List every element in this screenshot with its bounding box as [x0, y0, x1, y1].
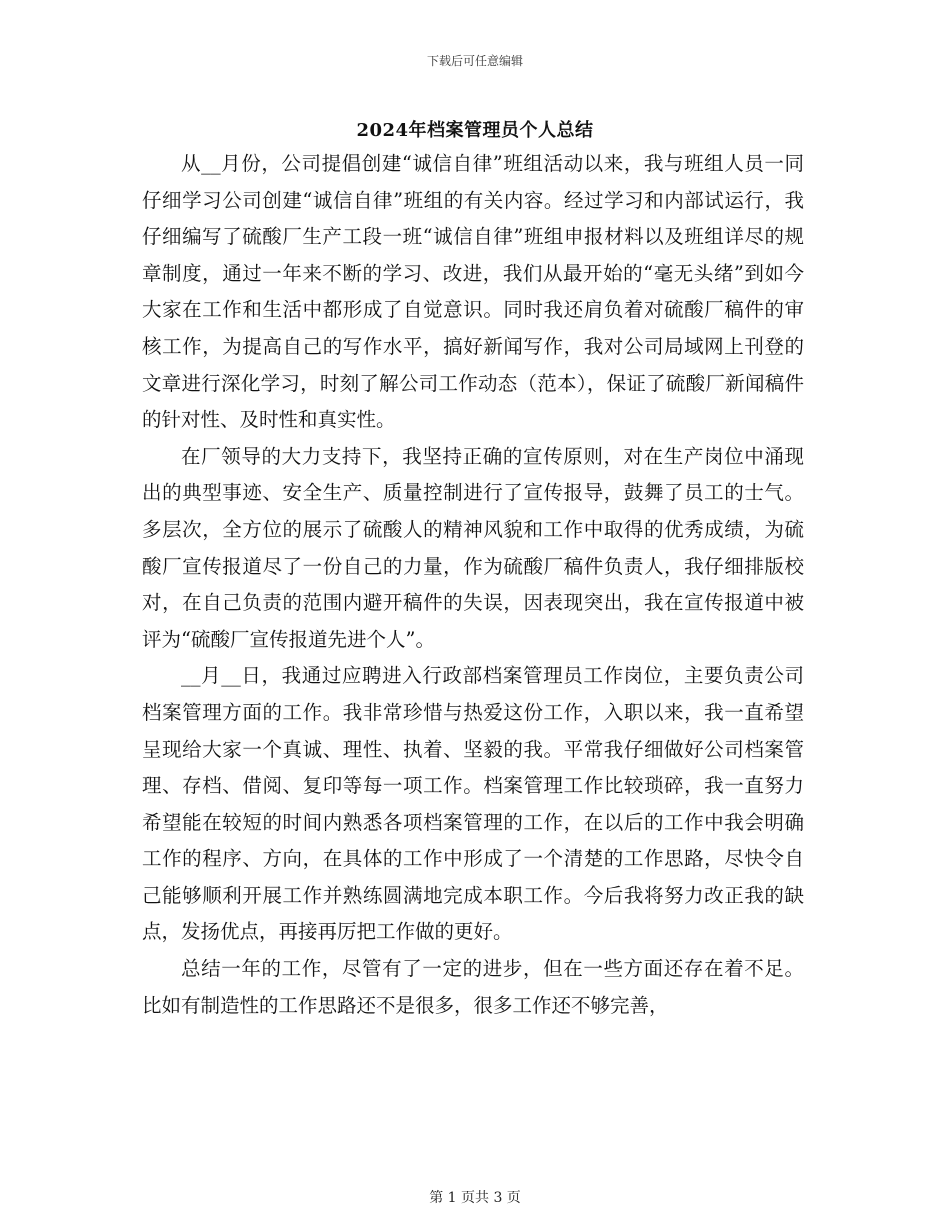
document-body	[142, 146, 804, 1024]
paragraph-3: __月__日，我通过应聘进入行政部档案管理员工作岗位，主要负责公司档案管理方面的工作。我非常珍惜与热爱这份工作，入职以来，我一直希望呈现给大家一个真诚、理性、执着、坚毅的我。平常我仔细做好公司档案管理、存档、借阅、复印等每一项工作。档案管理工作比较琐碎，我一直努力希望能在较短的时间内熟悉各项档案管理的工作，在以后的工作中我会明确工作的程序、方向，在具体的工作中形成了一个清楚的工作思路，尽快令自己能够顺利开展工作并熟练圆满地完成本职工作。今后我将努力改正我的缺点，发扬优点，再接再厉把工作做的更好。	[142, 664, 804, 944]
page-number: 第 1 页共 3 页	[429, 1190, 521, 1206]
paragraph-1: 从__月份，公司提倡创建“诚信自律”班组活动以来，我与班组人员一同仔细学习公司创建“诚信自律”班组的有关内容。经过学习和内部试运行，我仔细编写了硫酸厂生产工段一班“诚信自律”班组申报材料以及班组详尽的规章制度，通过一年来不断的学习、改进，我们从最开始的“毫无头绪”到如今大家在工作和生活中都形成了自觉意识。同时我还肩负着对硫酸厂稿件的审核工作，为提高自己的写作水平，搞好新闻写作，我对公司局域网上刊登的文章进行深化学习，时刻了解公司工作动态（范本），保证了硫酸厂新闻稿件的针对性、及时性和真实性。	[142, 152, 804, 432]
page-header-note: 下载后可任意编辑	[426, 54, 523, 68]
paragraph-4: 总结一年的工作，尽管有了一定的进步，但在一些方面还存在着不足。比如有制造性的工作思路还不是很多，很多工作还不够完善，	[142, 957, 804, 1017]
paragraph-2: 在厂领导的大力支持下，我坚持正确的宣传原则，对在生产岗位中涌现出的典型事迹、安全生产、质量控制进行了宣传报导，鼓舞了员工的士气。多层次，全方位的展示了硫酸人的精神风貌和工作中取得的优秀成绩，为硫酸厂宣传报道尽了一份自己的力量，作为硫酸厂稿件负责人，我仔细排版校对，在自己负责的范围内避开稿件的失误，因表现突出，我在宣传报道中被评为“硫酸厂宣传报道先进个人”。	[142, 444, 804, 651]
document-title: 2024年档案管理员个人总结	[356, 120, 594, 141]
